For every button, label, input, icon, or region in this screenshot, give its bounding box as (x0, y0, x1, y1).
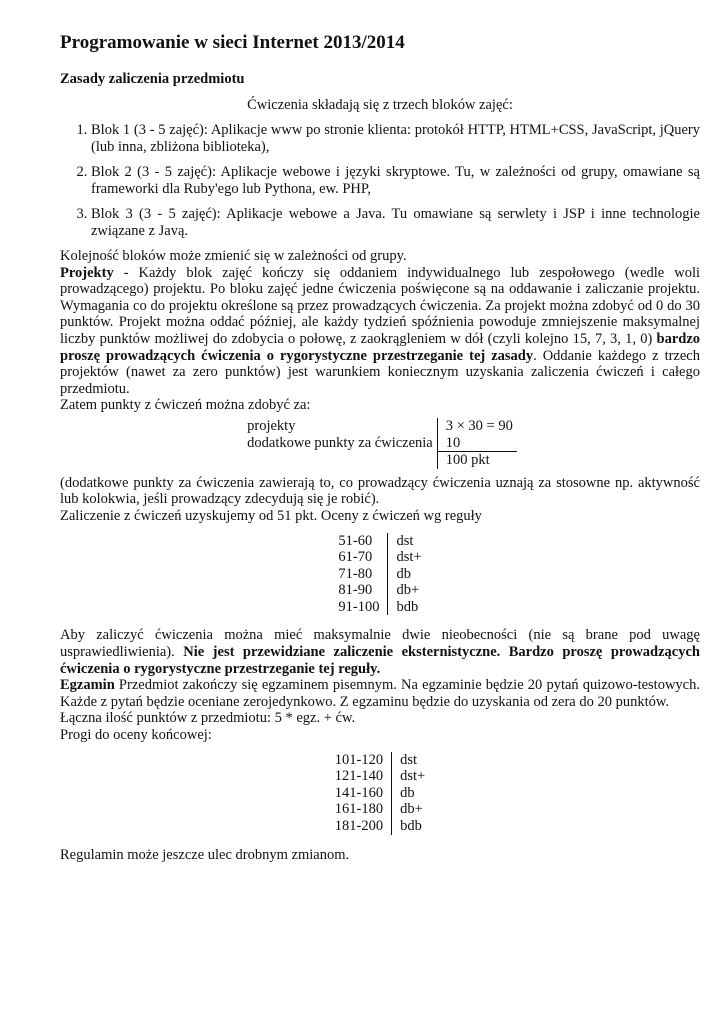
table-row (334, 549, 425, 566)
table-cell: db (396, 565, 411, 582)
extra-note: (dodatkowe punkty za ćwiczenia zawierają to, co prowadzący ćwiczenia uznają za stosowne np. aktywność lub kolokwia, jeśli prowadzący zdecydują się je robić). (60, 474, 700, 508)
table-row (331, 801, 429, 818)
table-row (334, 566, 425, 583)
table-cell: 51-60 (334, 533, 388, 550)
list-item: 2. Blok 2 (3 - 5 zajęć): Aplikacje webowe i języki skryptowe. Tu, w zależności od grupy, omawiane są frameworki dla Ruby'ego lub Pythona, ew. PHP, (91, 164, 700, 198)
table-cell: dodatkowe punkty za ćwiczenia (243, 435, 437, 452)
absences-paragraph (60, 627, 700, 677)
table-row (331, 768, 429, 785)
table-cell: 141-160 (331, 785, 392, 802)
list-item: 3. Blok 3 (3 - 5 zajęć): Aplikacje webowe a Java. Tu omawiane są serwlety i JSP i inne technologie związane z Javą. (91, 206, 700, 240)
section-heading: Zasady zaliczenia przedmiotu (60, 71, 245, 87)
list-item: 1. Blok 1 (3 - 5 zajęć): Aplikacje www po stronie klienta: protokół HTTP, HTML+CSS, JavaScript, jQuery (lub inna, zbliżona biblioteka), (91, 122, 700, 156)
table-cell: bdb (396, 598, 419, 615)
projects-text: - Każdy blok zajęć kończy się oddaniem indywidualnego lub zespołowego (wedle woli prowadzącego) projektu. Po bloku zajęć jedne ćwiczenia poświęcone są na oddawanie i zaliczanie projektu. Wymagania co do projektu określone są przez prowadzących ćwiczenia. Za projekt można zdobyć od 0 do 30 punktów. Projekt można oddać później, ale każdy tydzień spóźnienia powoduje zmniejszenie maksymalnej liczby punktów możliwej do zdobycia o połowę, z zaokrągleniem w dół (czyli kolejno 15, 7, 3, 1, 0) (60, 264, 700, 347)
table-cell: 61-70 (334, 549, 388, 566)
points-table (243, 418, 517, 469)
total-points: Łączna ilość punktów z przedmiotu: 5 * egz. + ćw. (60, 710, 356, 727)
table-cell: projekty (243, 418, 437, 435)
projects-text-end: . Oddanie każdego z trzech projektów (nawet za zero punktów) jest warunkiem koniecznym uzyskania zaliczenia ćwiczeń i całego przedmiotu. (60, 347, 700, 397)
projects-emphasis: bardzo proszę prowadzących ćwiczenia o rygorystyczne przestrzeganie tej zasady (60, 330, 700, 364)
points-total: 100 pkt (437, 452, 517, 469)
table-cell: bdb (400, 818, 422, 834)
table-cell: db+ (396, 582, 420, 599)
table-cell: 121-140 (331, 768, 392, 785)
final-grades-table (331, 752, 429, 835)
table-row (334, 533, 425, 550)
order-note: Kolejność bloków może zmienić się w zależności od grupy. (60, 248, 407, 264)
table-cell: 71-80 (334, 566, 388, 583)
table-cell: 3 × 30 = 90 (445, 417, 513, 434)
page-title: Programowanie w sieci Internet 2013/2014 (60, 32, 405, 53)
table-cell: dst (400, 751, 418, 768)
projects-label: Projekty (60, 264, 114, 281)
final-intro: Progi do oceny końcowej: (60, 727, 212, 744)
document-page (60, 30, 700, 863)
exam-text: Przedmiot zakończy się egzaminem pisemnym. Na egzaminie będzie 20 pytań quizowo-testowych. Każde z pytań będzie oceniane zerojedynkowo. Z egzaminu będzie do uzyskania od zera do 20 punktów. (60, 677, 700, 710)
table-cell: 81-90 (334, 582, 388, 599)
points-intro: Zatem punkty z ćwiczeń można zdobyć za: (60, 397, 311, 414)
intro-text: Ćwiczenia składają się z trzech bloków zajęć: (247, 97, 513, 113)
table-cell: 101-120 (331, 752, 392, 769)
table-cell: db (400, 784, 415, 801)
table-cell: 91-100 (334, 599, 388, 616)
blocks-list (60, 122, 700, 240)
table-cell: db+ (400, 801, 423, 818)
closing-note: Regulamin może jeszcze ulec drobnym zmianom. (60, 846, 350, 863)
table-cell: 161-180 (331, 801, 392, 818)
table-row (334, 599, 425, 616)
table-cell: dst+ (400, 768, 426, 785)
projects-paragraph (60, 265, 700, 398)
table-row (331, 752, 429, 769)
table-cell: dst (396, 532, 414, 549)
absences-emphasis: Nie jest przewidziane zaliczenie eksternistyczne. Bardzo proszę prowadzących ćwiczenia o rygorystyczne przestrzeganie tej reguły. (60, 644, 700, 677)
grade-intro: Zaliczenie z ćwiczeń uzyskujemy od 51 pkt. Oceny z ćwiczeń wg reguły (60, 507, 482, 524)
exercise-grades-table (334, 533, 425, 616)
table-row (334, 582, 425, 599)
table-row (331, 785, 429, 802)
table-cell: 10 (445, 434, 461, 451)
absences-text: Aby zaliczyć ćwiczenia można mieć maksymalnie dwie nieobecności (nie są brane pod uwagę usprawiedliwienia). (60, 627, 700, 661)
table-cell: dst+ (396, 549, 422, 566)
table-cell: 181-200 (331, 818, 392, 835)
exam-label: Egzamin (60, 677, 115, 694)
table-cell-empty (243, 452, 437, 469)
exam-paragraph (60, 677, 700, 710)
table-row (331, 818, 429, 835)
